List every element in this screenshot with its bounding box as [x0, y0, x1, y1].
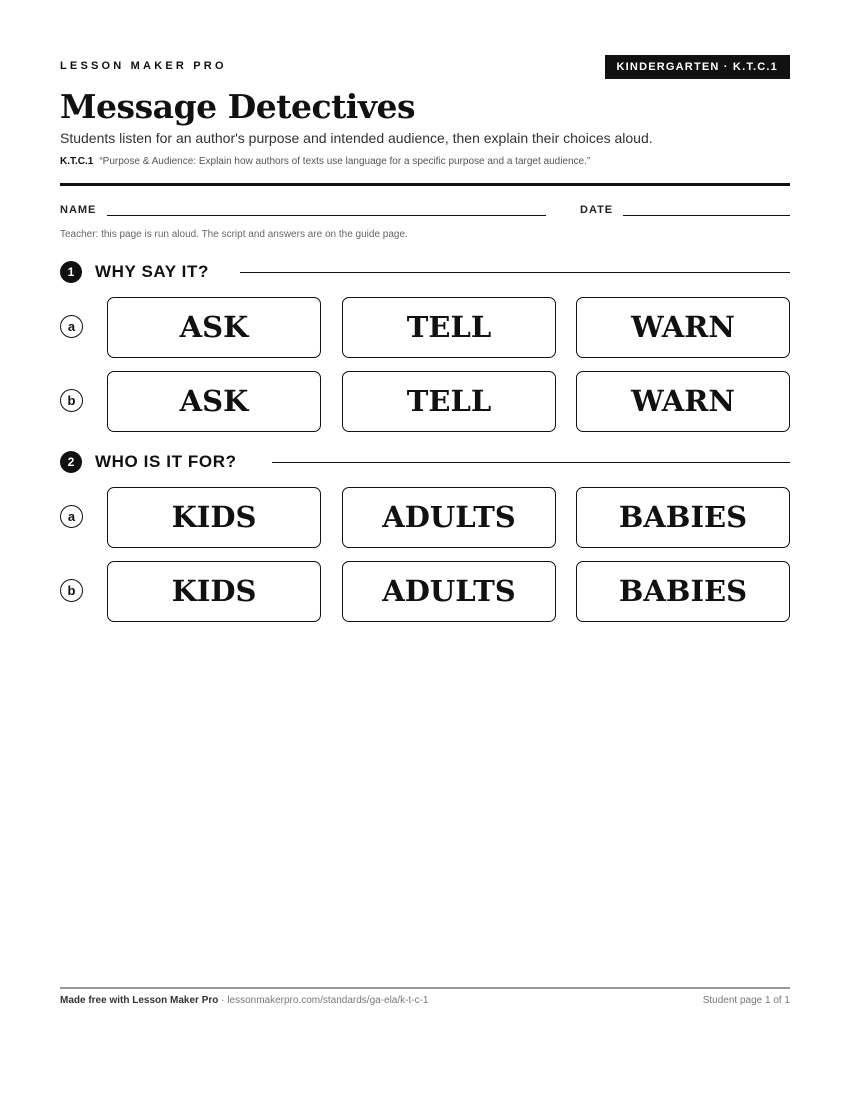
page-title: Message Detectives	[60, 87, 416, 126]
footer-made-with: Made free with Lesson Maker Pro	[60, 995, 219, 1006]
choice-tell-card[interactable]: TELL	[342, 297, 556, 358]
choice-ask-card[interactable]: ASK	[107, 297, 321, 358]
date-field[interactable]	[623, 215, 790, 216]
standard-text: “Purpose & Audience: Explain how authors of texts use language for a specific purpose and a target audience.”	[99, 156, 591, 167]
page-subtitle: Students listen for an author's purpose and intended audience, then explain their choices aloud.	[60, 130, 653, 146]
choice-ask-card[interactable]: ASK	[107, 371, 321, 432]
choice-adults-card[interactable]: ADULTS	[342, 487, 556, 548]
date-label: DATE	[580, 204, 614, 216]
row-letter-badge: a	[60, 505, 83, 528]
choice-warn-card[interactable]: WARN	[576, 371, 790, 432]
footer-page-number: Student page 1 of 1	[702, 995, 790, 1006]
row-letter-badge: a	[60, 315, 83, 338]
row-letter-badge: b	[60, 389, 83, 412]
section-1-row-b	[60, 371, 790, 433]
row-letter-badge: b	[60, 579, 83, 602]
footer-credit	[60, 995, 428, 1006]
section-2-number-badge: 2	[60, 451, 82, 473]
section-2-title: WHO IS IT FOR?	[95, 452, 249, 472]
name-date-row	[60, 204, 790, 220]
footer-divider	[60, 987, 790, 989]
name-field[interactable]	[107, 215, 546, 216]
footer-url-link[interactable]: lessonmakerpro.com/standards/ga-ela/k-t-c-1	[227, 995, 429, 1006]
choice-tell-card[interactable]: TELL	[342, 371, 556, 432]
section-2-header	[60, 451, 790, 473]
standard-line	[60, 156, 590, 167]
choice-warn-card[interactable]: WARN	[576, 297, 790, 358]
choice-kids-card[interactable]: KIDS	[107, 561, 321, 622]
header-divider	[60, 183, 790, 186]
top-bar	[60, 55, 790, 79]
grade-badge: KINDERGARTEN · K.T.C.1	[605, 55, 790, 79]
choice-kids-card[interactable]: KIDS	[107, 487, 321, 548]
teacher-note: Teacher: this page is run aloud. The script and answers are on the guide page.	[60, 229, 408, 240]
name-label: NAME	[60, 204, 97, 216]
section-1-title: WHY SAY IT?	[95, 262, 221, 282]
worksheet-page	[60, 0, 790, 1100]
choice-adults-card[interactable]: ADULTS	[342, 561, 556, 622]
choice-babies-card[interactable]: BABIES	[576, 561, 790, 622]
section-2-row-b	[60, 561, 790, 623]
brand-name: LESSON MAKER PRO	[60, 60, 227, 72]
section-1-rule	[240, 272, 790, 273]
section-1-header	[60, 261, 790, 283]
section-1-number-badge: 1	[60, 261, 82, 283]
section-1-row-a	[60, 297, 790, 359]
section-2-row-a	[60, 487, 790, 549]
choice-babies-card[interactable]: BABIES	[576, 487, 790, 548]
section-2-rule	[272, 462, 790, 463]
footer-separator: ·	[218, 995, 228, 1006]
standard-code: K.T.C.1	[60, 156, 94, 167]
